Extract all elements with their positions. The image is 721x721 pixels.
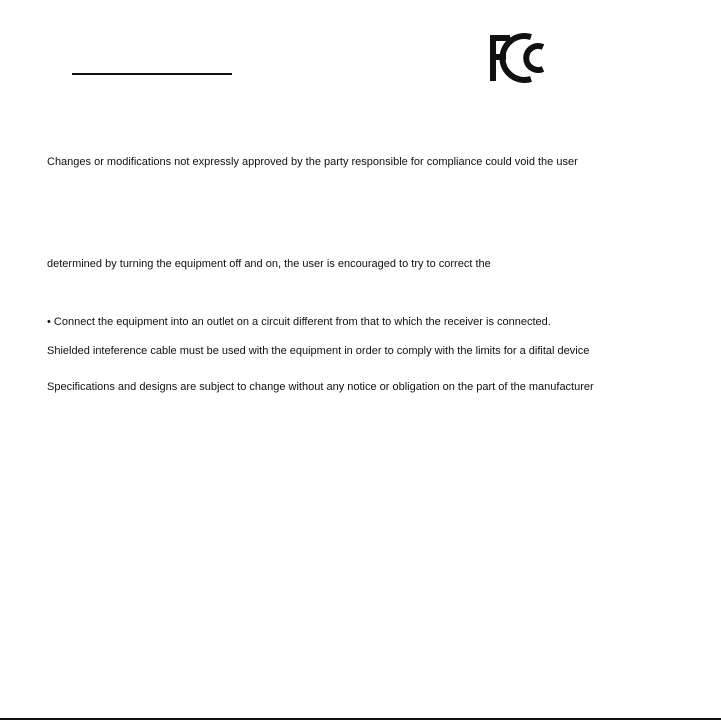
text-line-shielded: Shielded inteference cable must be used with the equipment in order to comply with the limits for a difital device (47, 345, 590, 357)
text-line-connect: • Connect the equipment into an outlet on a circuit different from that to which the receiver is connected. (47, 316, 551, 328)
fcc-logo-icon (488, 33, 550, 83)
title-underline (72, 73, 232, 75)
text-line-changes: Changes or modifications not expressly approved by the party responsible for compliance could void the user (47, 156, 578, 168)
bottom-border (0, 718, 721, 720)
text-line-determined: determined by turning the equipment off and on, the user is encouraged to try to correct the (47, 258, 491, 270)
text-line-specifications: Specifications and designs are subject to change without any notice or obligation on the part of the manufacturer (47, 381, 594, 393)
